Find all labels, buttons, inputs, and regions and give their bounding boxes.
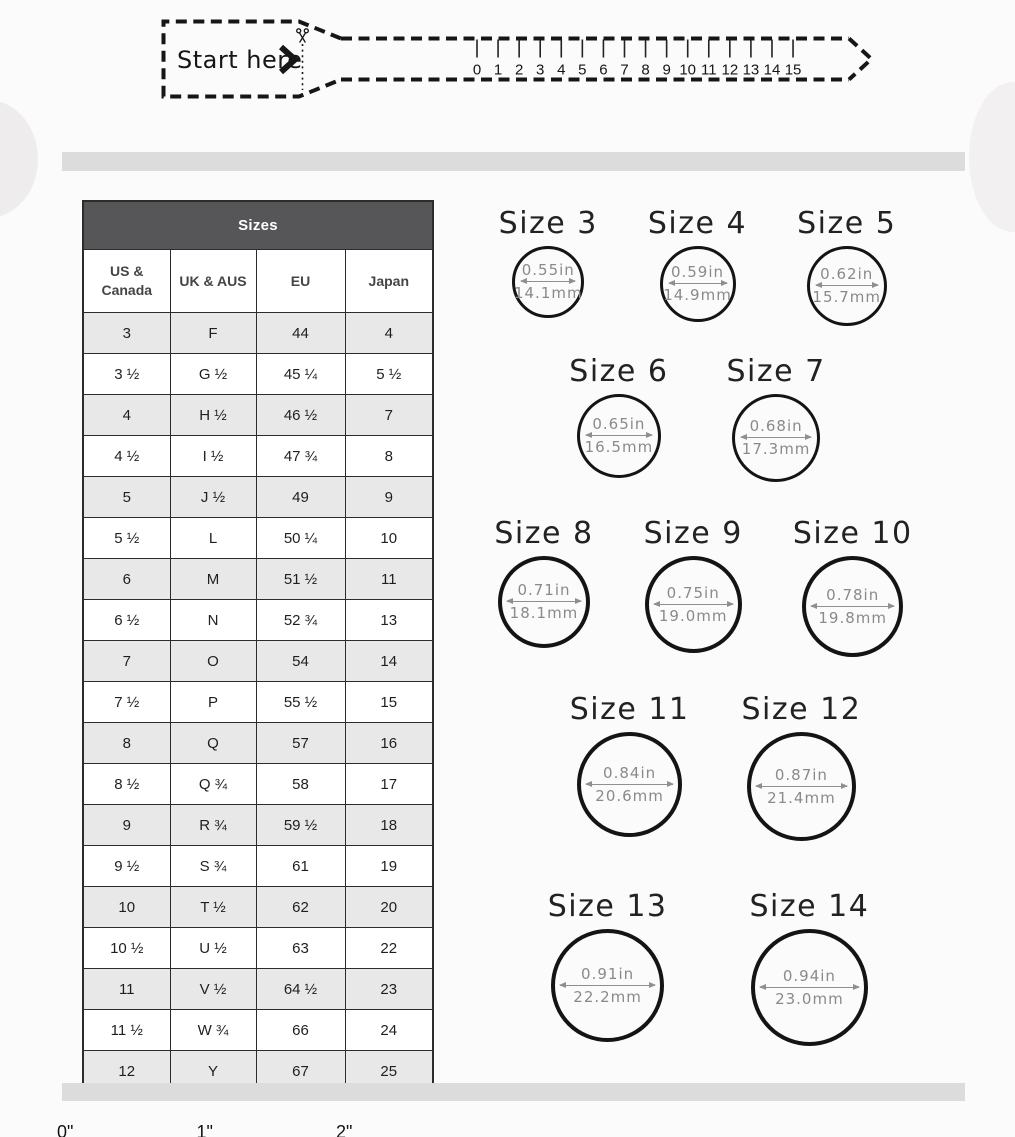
table-row xyxy=(83,395,433,436)
ring-item xyxy=(494,516,593,648)
table-cell: 11 xyxy=(83,969,170,1010)
ring-size-label: Size 12 xyxy=(741,692,862,727)
diameter-arrow xyxy=(756,786,847,787)
diameter-arrow xyxy=(811,606,894,607)
ruler-number: 10 xyxy=(679,61,697,79)
diameter-arrow xyxy=(521,281,575,282)
diameter-inches: 0.87in xyxy=(774,765,828,784)
table-cell: 6 ½ xyxy=(83,600,170,641)
table-row xyxy=(83,436,433,477)
table-cell: U ½ xyxy=(170,928,256,969)
ruler-number: 1 xyxy=(493,61,503,79)
diameter-arrow xyxy=(586,435,652,436)
table-row xyxy=(83,518,433,559)
ring-row xyxy=(410,354,985,482)
column-header: UK & AUS xyxy=(170,250,256,313)
table-cell: 66 xyxy=(256,1010,345,1051)
table-cell: 13 xyxy=(345,600,433,641)
table-cell: 49 xyxy=(256,477,345,518)
diameter-mm: 14.1mm xyxy=(513,284,583,302)
diameter-inches: 0.62in xyxy=(820,265,874,283)
ruler-number: 14 xyxy=(763,61,781,79)
table-cell: N xyxy=(170,600,256,641)
table-cell: L xyxy=(170,518,256,559)
table-row xyxy=(83,805,433,846)
table-cell: 23 xyxy=(345,969,433,1010)
ruler-number: 8 xyxy=(641,61,650,79)
ring-size-label: Size 7 xyxy=(726,354,826,389)
column-header: Japan xyxy=(345,250,433,313)
diameter-inches: 0.78in xyxy=(826,585,880,604)
table-cell: 11 xyxy=(345,559,433,600)
table-cell: V ½ xyxy=(170,969,256,1010)
table-cell: 14 xyxy=(345,641,433,682)
table-cell: 10 xyxy=(345,518,433,559)
ring-size-label: Size 9 xyxy=(643,516,743,551)
table-row xyxy=(83,477,433,518)
ring-circle xyxy=(807,246,887,326)
table-cell: 9 xyxy=(83,805,170,846)
diameter-arrow xyxy=(760,987,859,988)
ruler-number: 12 xyxy=(721,61,739,79)
table-cell: 11 ½ xyxy=(83,1010,170,1051)
ring-circle xyxy=(577,732,682,837)
table-cell: 63 xyxy=(256,928,345,969)
table-cell: 44 xyxy=(256,313,345,354)
table-cell: 8 xyxy=(83,723,170,764)
diameter-inches: 0.59in xyxy=(670,263,725,281)
column-header: US & Canada xyxy=(83,250,170,313)
ring-circle xyxy=(751,929,868,1046)
table-cell: P xyxy=(170,682,256,723)
diameter-arrow xyxy=(560,985,655,986)
table-row xyxy=(83,887,433,928)
ruler-number: 2 xyxy=(514,61,524,79)
ruler-number: 3 xyxy=(536,61,545,79)
ruler-number: 6 xyxy=(599,61,608,79)
table-cell: 52 ¾ xyxy=(256,600,345,641)
table-cell: H ½ xyxy=(170,395,256,436)
ring-size-label: Size 13 xyxy=(547,889,668,924)
divider-bar-bottom xyxy=(62,1083,965,1101)
table-title: Sizes xyxy=(83,201,433,250)
diameter-inches: 0.94in xyxy=(782,966,836,985)
diameter-mm: 17.3mm xyxy=(741,440,811,458)
ruler-number: 4 xyxy=(557,61,566,79)
table-row xyxy=(83,928,433,969)
table-row xyxy=(83,682,433,723)
table-row xyxy=(83,559,433,600)
ring-item xyxy=(648,206,747,322)
table-cell: 20 xyxy=(345,887,433,928)
table-cell: 18 xyxy=(345,805,433,846)
table-cell: Q ¾ xyxy=(170,764,256,805)
table-cell: 58 xyxy=(256,764,345,805)
table-cell: T ½ xyxy=(170,887,256,928)
ring-item xyxy=(797,206,896,326)
diameter-arrow xyxy=(586,784,673,785)
table-cell: 4 ½ xyxy=(83,436,170,477)
diameter-arrow xyxy=(741,437,811,438)
table-cell: I ½ xyxy=(170,436,256,477)
table-cell: 4 xyxy=(345,313,433,354)
diameter-inches: 0.75in xyxy=(666,583,720,602)
diameter-mm: 16.5mm xyxy=(584,438,654,456)
ruler-number: 13 xyxy=(742,61,760,79)
diameter-inches: 0.68in xyxy=(749,417,803,435)
diameter-arrow xyxy=(669,283,727,284)
table-cell: Q xyxy=(170,723,256,764)
table-cell: 45 ¼ xyxy=(256,354,345,395)
table-cell: 5 ½ xyxy=(345,354,433,395)
diameter-arrow xyxy=(654,604,733,605)
diameter-mm: 19.8mm xyxy=(818,608,888,627)
ring-item xyxy=(570,692,690,837)
table-cell: 10 xyxy=(83,887,170,928)
table-cell: 61 xyxy=(256,846,345,887)
diameter-inches: 0.91in xyxy=(581,964,635,983)
ring-circle xyxy=(747,732,856,841)
diameter-mm: 20.6mm xyxy=(595,786,664,805)
table-cell: 22 xyxy=(345,928,433,969)
table-cell: 16 xyxy=(345,723,433,764)
table-cell: 59 ½ xyxy=(256,805,345,846)
table-cell: 10 ½ xyxy=(83,928,170,969)
diameter-inches: 0.84in xyxy=(603,763,657,782)
diameter-mm: 14.9mm xyxy=(663,286,732,304)
table-cell: 5 xyxy=(83,477,170,518)
table-cell: 7 xyxy=(83,641,170,682)
ring-row xyxy=(421,889,996,1046)
table-row xyxy=(83,600,433,641)
table-cell: 8 xyxy=(345,436,433,477)
ring-size-label: Size 6 xyxy=(569,354,669,389)
diameter-arrow xyxy=(507,601,581,602)
ring-circle xyxy=(802,556,903,657)
bottom-inch-ruler xyxy=(0,1122,1015,1137)
size-conversion-table xyxy=(82,200,434,1093)
ruler-number: 7 xyxy=(620,61,629,79)
table-row xyxy=(83,764,433,805)
table-cell: 12 xyxy=(83,1051,170,1093)
table-cell: F xyxy=(170,313,256,354)
ring-circle xyxy=(660,246,736,322)
table-cell: 3 xyxy=(83,313,170,354)
ruler-number: 5 xyxy=(578,61,587,79)
table-cell: 62 xyxy=(256,887,345,928)
table-cell: 25 xyxy=(345,1051,433,1093)
table-cell: 5 ½ xyxy=(83,518,170,559)
ring-item xyxy=(742,692,862,841)
diameter-mm: 15.7mm xyxy=(812,288,882,306)
diameter-mm: 21.4mm xyxy=(767,788,836,807)
ring-circle xyxy=(577,394,661,478)
diameter-mm: 19.0mm xyxy=(658,606,728,625)
table-cell: 50 ¼ xyxy=(256,518,345,559)
ring-item xyxy=(727,354,826,482)
inch-label: 0" xyxy=(57,1122,74,1137)
ring-item xyxy=(750,889,870,1046)
table-cell: 24 xyxy=(345,1010,433,1051)
diameter-inches: 0.65in xyxy=(592,415,646,433)
table-cell: 67 xyxy=(256,1051,345,1093)
table-cell: 17 xyxy=(345,764,433,805)
ruler-number: 15 xyxy=(784,61,802,79)
table-row xyxy=(83,641,433,682)
table-cell: J ½ xyxy=(170,477,256,518)
table-cell: G ½ xyxy=(170,354,256,395)
table-cell: 54 xyxy=(256,641,345,682)
diameter-inches: 0.71in xyxy=(517,581,571,599)
column-header: EU xyxy=(256,250,345,313)
table-cell: 64 ½ xyxy=(256,969,345,1010)
ring-size-label: Size 5 xyxy=(797,206,897,241)
table-cell: 55 ½ xyxy=(256,682,345,723)
table-cell: Y xyxy=(170,1051,256,1093)
table-cell: 3 ½ xyxy=(83,354,170,395)
table-row xyxy=(83,313,433,354)
ring-item xyxy=(499,206,598,318)
ring-row xyxy=(416,516,991,657)
table-cell: S ¾ xyxy=(170,846,256,887)
table-row xyxy=(83,1010,433,1051)
ring-circle xyxy=(512,246,584,318)
table-column-header-row xyxy=(83,250,433,313)
ring-size-label: Size 4 xyxy=(647,206,748,241)
ruler-number: 11 xyxy=(700,61,717,79)
ring-item xyxy=(548,889,668,1042)
table-cell: 9 xyxy=(345,477,433,518)
table-cell: 9 ½ xyxy=(83,846,170,887)
ring-size-label: Size 11 xyxy=(569,692,690,727)
table-cell: 51 ½ xyxy=(256,559,345,600)
start-here-label: Start here xyxy=(177,46,303,74)
ring-size-label: Size 3 xyxy=(498,206,598,241)
ring-item xyxy=(644,516,743,653)
ring-size-label: Size 10 xyxy=(792,516,913,551)
diameter-arrow xyxy=(816,285,878,286)
ring-circle xyxy=(645,556,742,653)
diameter-mm: 18.1mm xyxy=(509,604,579,622)
table-cell: 8 ½ xyxy=(83,764,170,805)
table-cell: 19 xyxy=(345,846,433,887)
ring-size-label: Size 8 xyxy=(494,516,594,551)
ring-size-label: Size 14 xyxy=(749,889,870,924)
table-cell: 7 ½ xyxy=(83,682,170,723)
diameter-mm: 23.0mm xyxy=(775,989,844,1008)
table-row xyxy=(83,846,433,887)
diameter-mm: 22.2mm xyxy=(573,987,642,1006)
table-cell: 4 xyxy=(83,395,170,436)
ruler-number: 0 xyxy=(472,61,482,79)
table-cell: 7 xyxy=(345,395,433,436)
inch-label: 2" xyxy=(336,1122,353,1137)
table-cell: W ¾ xyxy=(170,1010,256,1051)
ruler-number: 9 xyxy=(662,61,671,79)
table-cell: 47 ¾ xyxy=(256,436,345,477)
diameter-inches: 0.55in xyxy=(521,261,575,279)
ring-item xyxy=(793,516,913,657)
ring-item xyxy=(569,354,668,478)
ring-circle xyxy=(732,394,820,482)
ring-row xyxy=(428,692,1003,841)
table-cell: 57 xyxy=(256,723,345,764)
table-row xyxy=(83,723,433,764)
table-cell: 46 ½ xyxy=(256,395,345,436)
table-cell: 6 xyxy=(83,559,170,600)
inch-label: 1" xyxy=(196,1122,213,1137)
ring-row xyxy=(410,206,985,326)
ring-circle xyxy=(498,556,590,648)
table-row xyxy=(83,969,433,1010)
table-cell: 15 xyxy=(345,682,433,723)
table-cell: M xyxy=(170,559,256,600)
ring-circle xyxy=(551,929,664,1042)
table-cell: R ¾ xyxy=(170,805,256,846)
table-cell: O xyxy=(170,641,256,682)
scissors-icon xyxy=(297,29,309,43)
table-row xyxy=(83,354,433,395)
ring-diameter-panel xyxy=(410,0,985,1080)
